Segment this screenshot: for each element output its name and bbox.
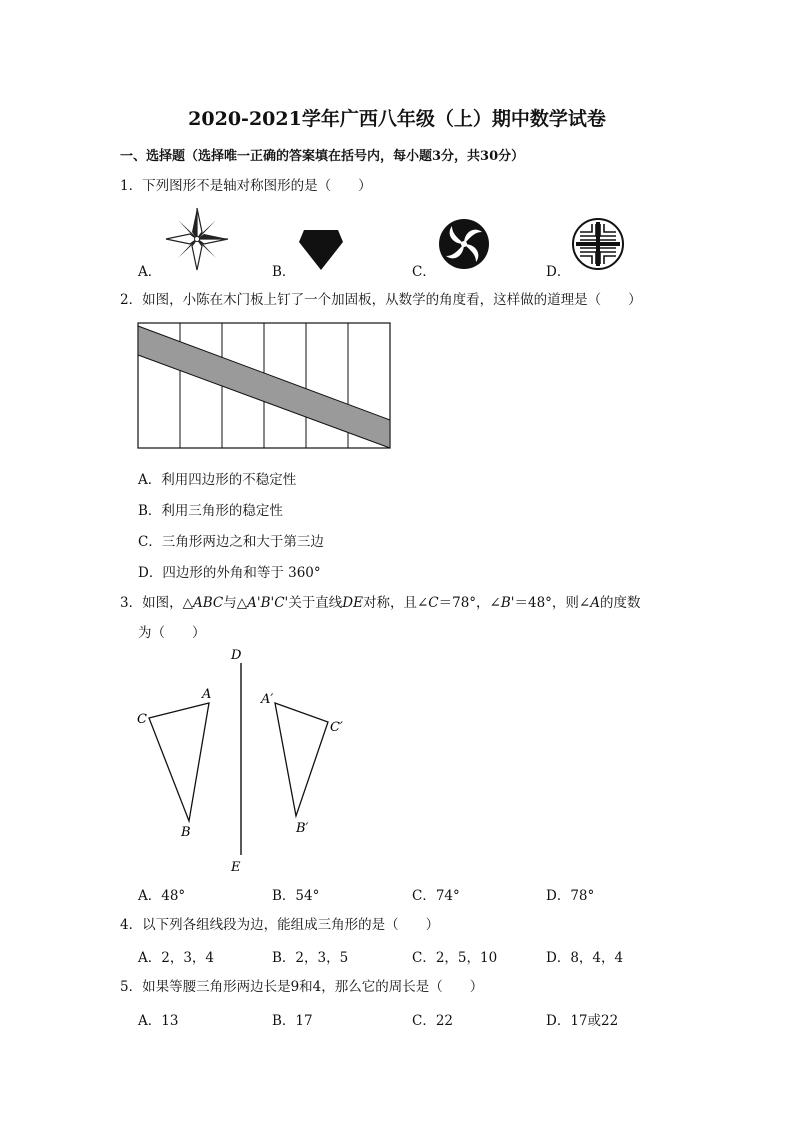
q3-option-d: D．78° — [546, 888, 595, 904]
q2-option-d: D．四边形的外角和等于 360° — [138, 565, 321, 581]
compass-star-figure — [164, 206, 230, 272]
q1-option-a: A． — [138, 264, 162, 280]
question-5-stem: 5．如果等腰三角形两边长是9和4，那么它的周长是（ ） — [120, 979, 484, 995]
label-c: C — [137, 712, 147, 727]
q3-option-a: A．48° — [138, 888, 186, 904]
question-2-stem: 2．如图，小陈在木门板上钉了一个加固板，从数学的角度看，这样做的道理是（ ） — [120, 292, 642, 308]
label-a: A — [202, 687, 212, 702]
label-d: D — [231, 648, 242, 663]
q5-option-b: B．17 — [272, 1013, 313, 1029]
pattern-circle-figure — [572, 218, 624, 270]
q5-option-a: A．13 — [138, 1013, 179, 1029]
page-title: 2020-2021学年广西八年级（上）期中数学试卷 — [188, 108, 606, 130]
q2-option-c: C．三角形两边之和大于第三边 — [138, 534, 324, 550]
label-b-prime: B′ — [296, 821, 309, 836]
q1-option-c: C． — [412, 264, 436, 280]
q4-option-c: C．2，5，10 — [412, 950, 498, 966]
q3-option-c: C．74° — [412, 888, 460, 904]
question-4-stem: 4．以下列各组线段为边，能组成三角形的是（ ） — [120, 917, 440, 933]
q4-option-d: D．8，4，4 — [546, 950, 624, 966]
q2-option-b: B．利用三角形的稳定性 — [138, 503, 283, 519]
label-a-prime: A′ — [261, 692, 274, 707]
q4-option-b: B．2，3，5 — [272, 950, 349, 966]
q2-option-a: A．利用四边形的不稳定性 — [138, 472, 297, 488]
door-brace-figure — [137, 322, 392, 450]
q3-option-b: B．54° — [272, 888, 320, 904]
q1-option-b: B． — [272, 264, 296, 280]
question-3-stem-line2: 为（ ） — [138, 625, 206, 641]
question-1-stem: 1．下列图形不是轴对称图形的是（ ） — [120, 178, 372, 194]
question-3-stem-line1: 3．如图，△ABC与△A'B'C'关于直线DE对称，且∠C＝78°，∠B'＝48°，则∠A的度数 — [120, 595, 641, 611]
swirl-circle-figure — [438, 218, 490, 270]
q5-option-d: D．17或22 — [546, 1013, 619, 1029]
q5-option-c: C．22 — [412, 1013, 454, 1029]
q1-option-d: D． — [546, 264, 571, 280]
diamond-figure — [298, 226, 344, 272]
label-b: B — [181, 825, 191, 840]
label-c-prime: C′ — [330, 720, 343, 735]
section-heading: 一、选择题（选择唯一正确的答案填在括号内，每小题3分，共30分） — [120, 149, 525, 164]
q4-option-a: A．2，3，4 — [138, 950, 215, 966]
label-e: E — [231, 860, 241, 875]
symmetry-triangles-figure — [130, 645, 360, 877]
